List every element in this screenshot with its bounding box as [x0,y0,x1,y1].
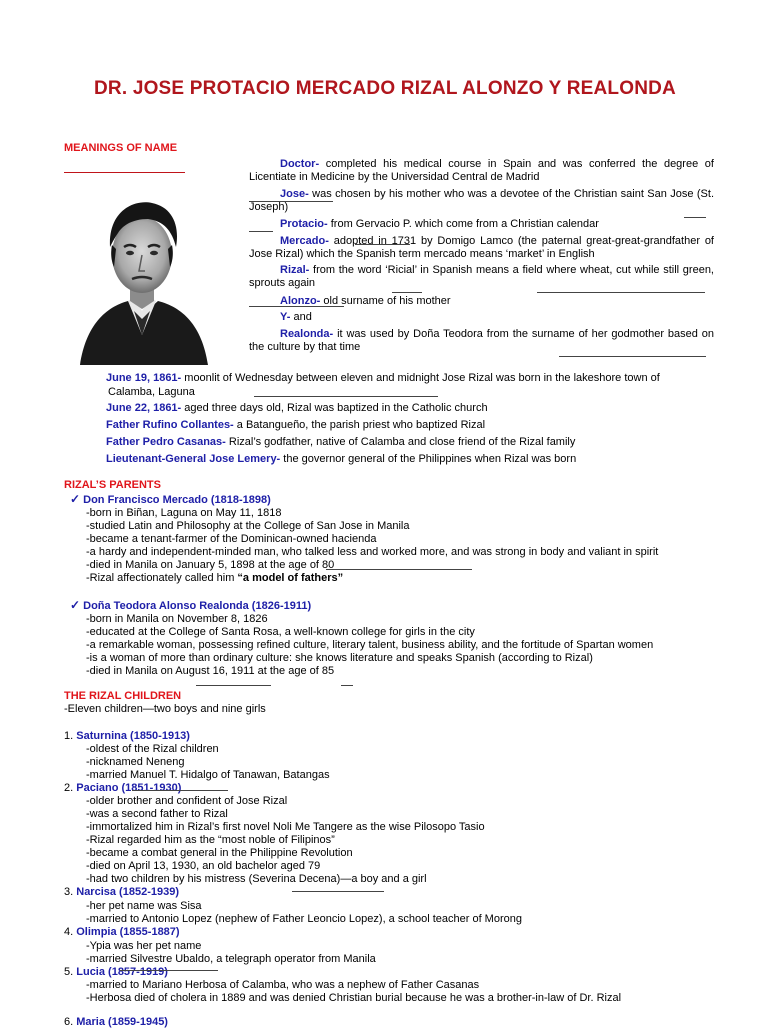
underline [326,569,472,570]
fact-birth-place: Calamba, Laguna [108,386,195,398]
underline [537,292,705,293]
underline [684,217,706,218]
child-name: 5. Lucia (1857-1919) [64,966,168,978]
meaning-protacio: Protacio- from Gervacio P. which come from a Christian calendar [280,218,599,230]
underline [341,685,353,686]
child-line: -oldest of the Rizal children [86,743,219,755]
underline [292,891,384,892]
child-line: -Ypia was her pet name [86,940,202,952]
child-line: -her pet name was Sisa [86,900,202,912]
child-name: 1. Saturnina (1850-1913) [64,730,190,742]
father-line: -died in Manila on January 5, 1898 at the age of 80 [86,559,335,571]
divider [64,172,185,173]
children-intro: -Eleven children—two boys and nine girls [64,703,266,715]
meanings-heading: MEANINGS OF NAME [64,142,178,154]
father-quote-line: -Rizal affectionately called him “a model of fathers” [86,572,344,584]
child-line: -died on April 13, 1930, an old bachelor aged 79 [86,860,321,872]
child-line: -married to Antonio Lopez (nephew of Father Leoncio Lopez), a school teacher of Morong [86,913,522,925]
check-icon: ✓ [70,492,81,506]
mother-line: -educated at the College of Santa Rosa, a well-known college for girls in the city [86,626,475,638]
father-line: -born in Biñan, Laguna on May 11, 1818 [86,507,282,519]
underline [249,201,333,202]
mother-line: -born in Manila on November 8, 1826 [86,613,268,625]
fact-priest: Father Rufino Collantes- a Batangueño, the parish priest who baptized Rizal [106,419,486,431]
underline [120,970,218,971]
underline [132,790,228,791]
underline [559,356,706,357]
mother-line: -a remarkable woman, possessing refined culture, literary talent, business ability, and the fortitude of Spartan women [86,639,654,651]
underline [249,231,273,232]
meaning-doctor: Doctor- completed his medical course in Spain and was conferred the degree of Licentiate in Medicine by the Universidad Central de Madrid [249,158,714,183]
child-line: -married Silvestre Ubaldo, a telegraph operator from Manila [86,953,376,965]
underline [249,306,344,307]
meaning-alonzo: Alonzo- old surname of his mother [280,295,451,307]
meaning-jose: Jose- was chosen by his mother who was a devotee of the Christian saint San Jose (St. Joseph) [249,188,714,213]
fact-governor: Lieutenant-General Jose Lemery- the governor general of the Philippines when Rizal was born [106,453,577,465]
child-line: -had two children by his mistress (Severina Decena)—a boy and a girl [86,873,427,885]
parents-heading: RIZAL’S PARENTS [64,479,161,491]
child-line: -immortalized him in Rizal’s first novel Noli Me Tangere as the wise Pilosopo Tasio [86,821,485,833]
mother-line: -is a woman of more than ordinary culture: she knows literature and speaks Spanish (according to Rizal) [86,652,593,664]
child-line: -Herbosa died of cholera in 1889 and was denied Christian burial because he was a brother-in-law of Dr. Rizal [86,992,622,1004]
mother-line: -died in Manila on August 16, 1911 at the age of 85 [86,665,335,677]
fact-baptism: June 22, 1861- aged three days old, Rizal was baptized in the Catholic church [106,402,488,414]
meaning-rizal: Rizal- from the word ‘Ricial’ in Spanish means a field where wheat, cut while still green, sprouts again [249,264,714,289]
underline [254,396,438,397]
jose-rizal-portrait [72,185,212,365]
child-line: -was a second father to Rizal [86,808,228,820]
meaning-y: Y- and [280,311,312,323]
father-line: -studied Latin and Philosophy at the College of San Jose in Manila [86,520,410,532]
child-line: -older brother and confident of Jose Rizal [86,795,288,807]
meaning-mercado: Mercado- adopted in 1731 by Domigo Lamco (the paternal great-great-grandfather of Jose Rizal) which the Spanish term mercado means ‘market’ in English [249,235,714,260]
child-line: -nicknamed Neneng [86,756,185,768]
father-line: -became a tenant-farmer of the Dominican-owned hacienda [86,533,377,545]
child-name: 3. Narcisa (1852-1939) [64,886,179,898]
page-title: DR. JOSE PROTACIO MERCADO RIZAL ALONZO Y REALONDA [94,78,676,99]
mother-name: ✓ Doña Teodora Alonso Realonda (1826-1911) [70,598,312,612]
underline [392,292,422,293]
check-icon: ✓ [70,598,81,612]
father-line: -a hardy and independent-minded man, who talked less and worked more, and was strong in body and valiant in spirit [86,546,659,558]
child-name: 4. Olimpia (1855-1887) [64,926,180,938]
meaning-realonda: Realonda- it was used by Doña Teodora from the surname of her godmother based on the culture by that time [249,328,714,353]
underline [196,685,271,686]
father-name: ✓ Don Francisco Mercado (1818-1898) [70,492,271,506]
fact-godfather: Father Pedro Casanas- Rizal’s godfather, native of Calamba and close friend of the Rizal family [106,436,576,448]
child-name: 6. Maria (1859-1945) [64,1016,168,1028]
fact-birth: June 19, 1861- moonlit of Wednesday between eleven and midnight Jose Rizal was born in the lakeshore town of [106,372,660,384]
child-name: 2. Paciano (1851-1930) [64,782,182,794]
child-line: -Rizal regarded him as the “most noble of Filipinos” [86,834,335,846]
children-heading: THE RIZAL CHILDREN [64,690,182,702]
child-line: -became a combat general in the Philippine Revolution [86,847,353,859]
underline [355,244,410,245]
child-line: -married Manuel T. Hidalgo of Tanawan, Batangas [86,769,330,781]
child-line: -married to Mariano Herbosa of Calamba, who was a nephew of Father Casanas [86,979,480,991]
